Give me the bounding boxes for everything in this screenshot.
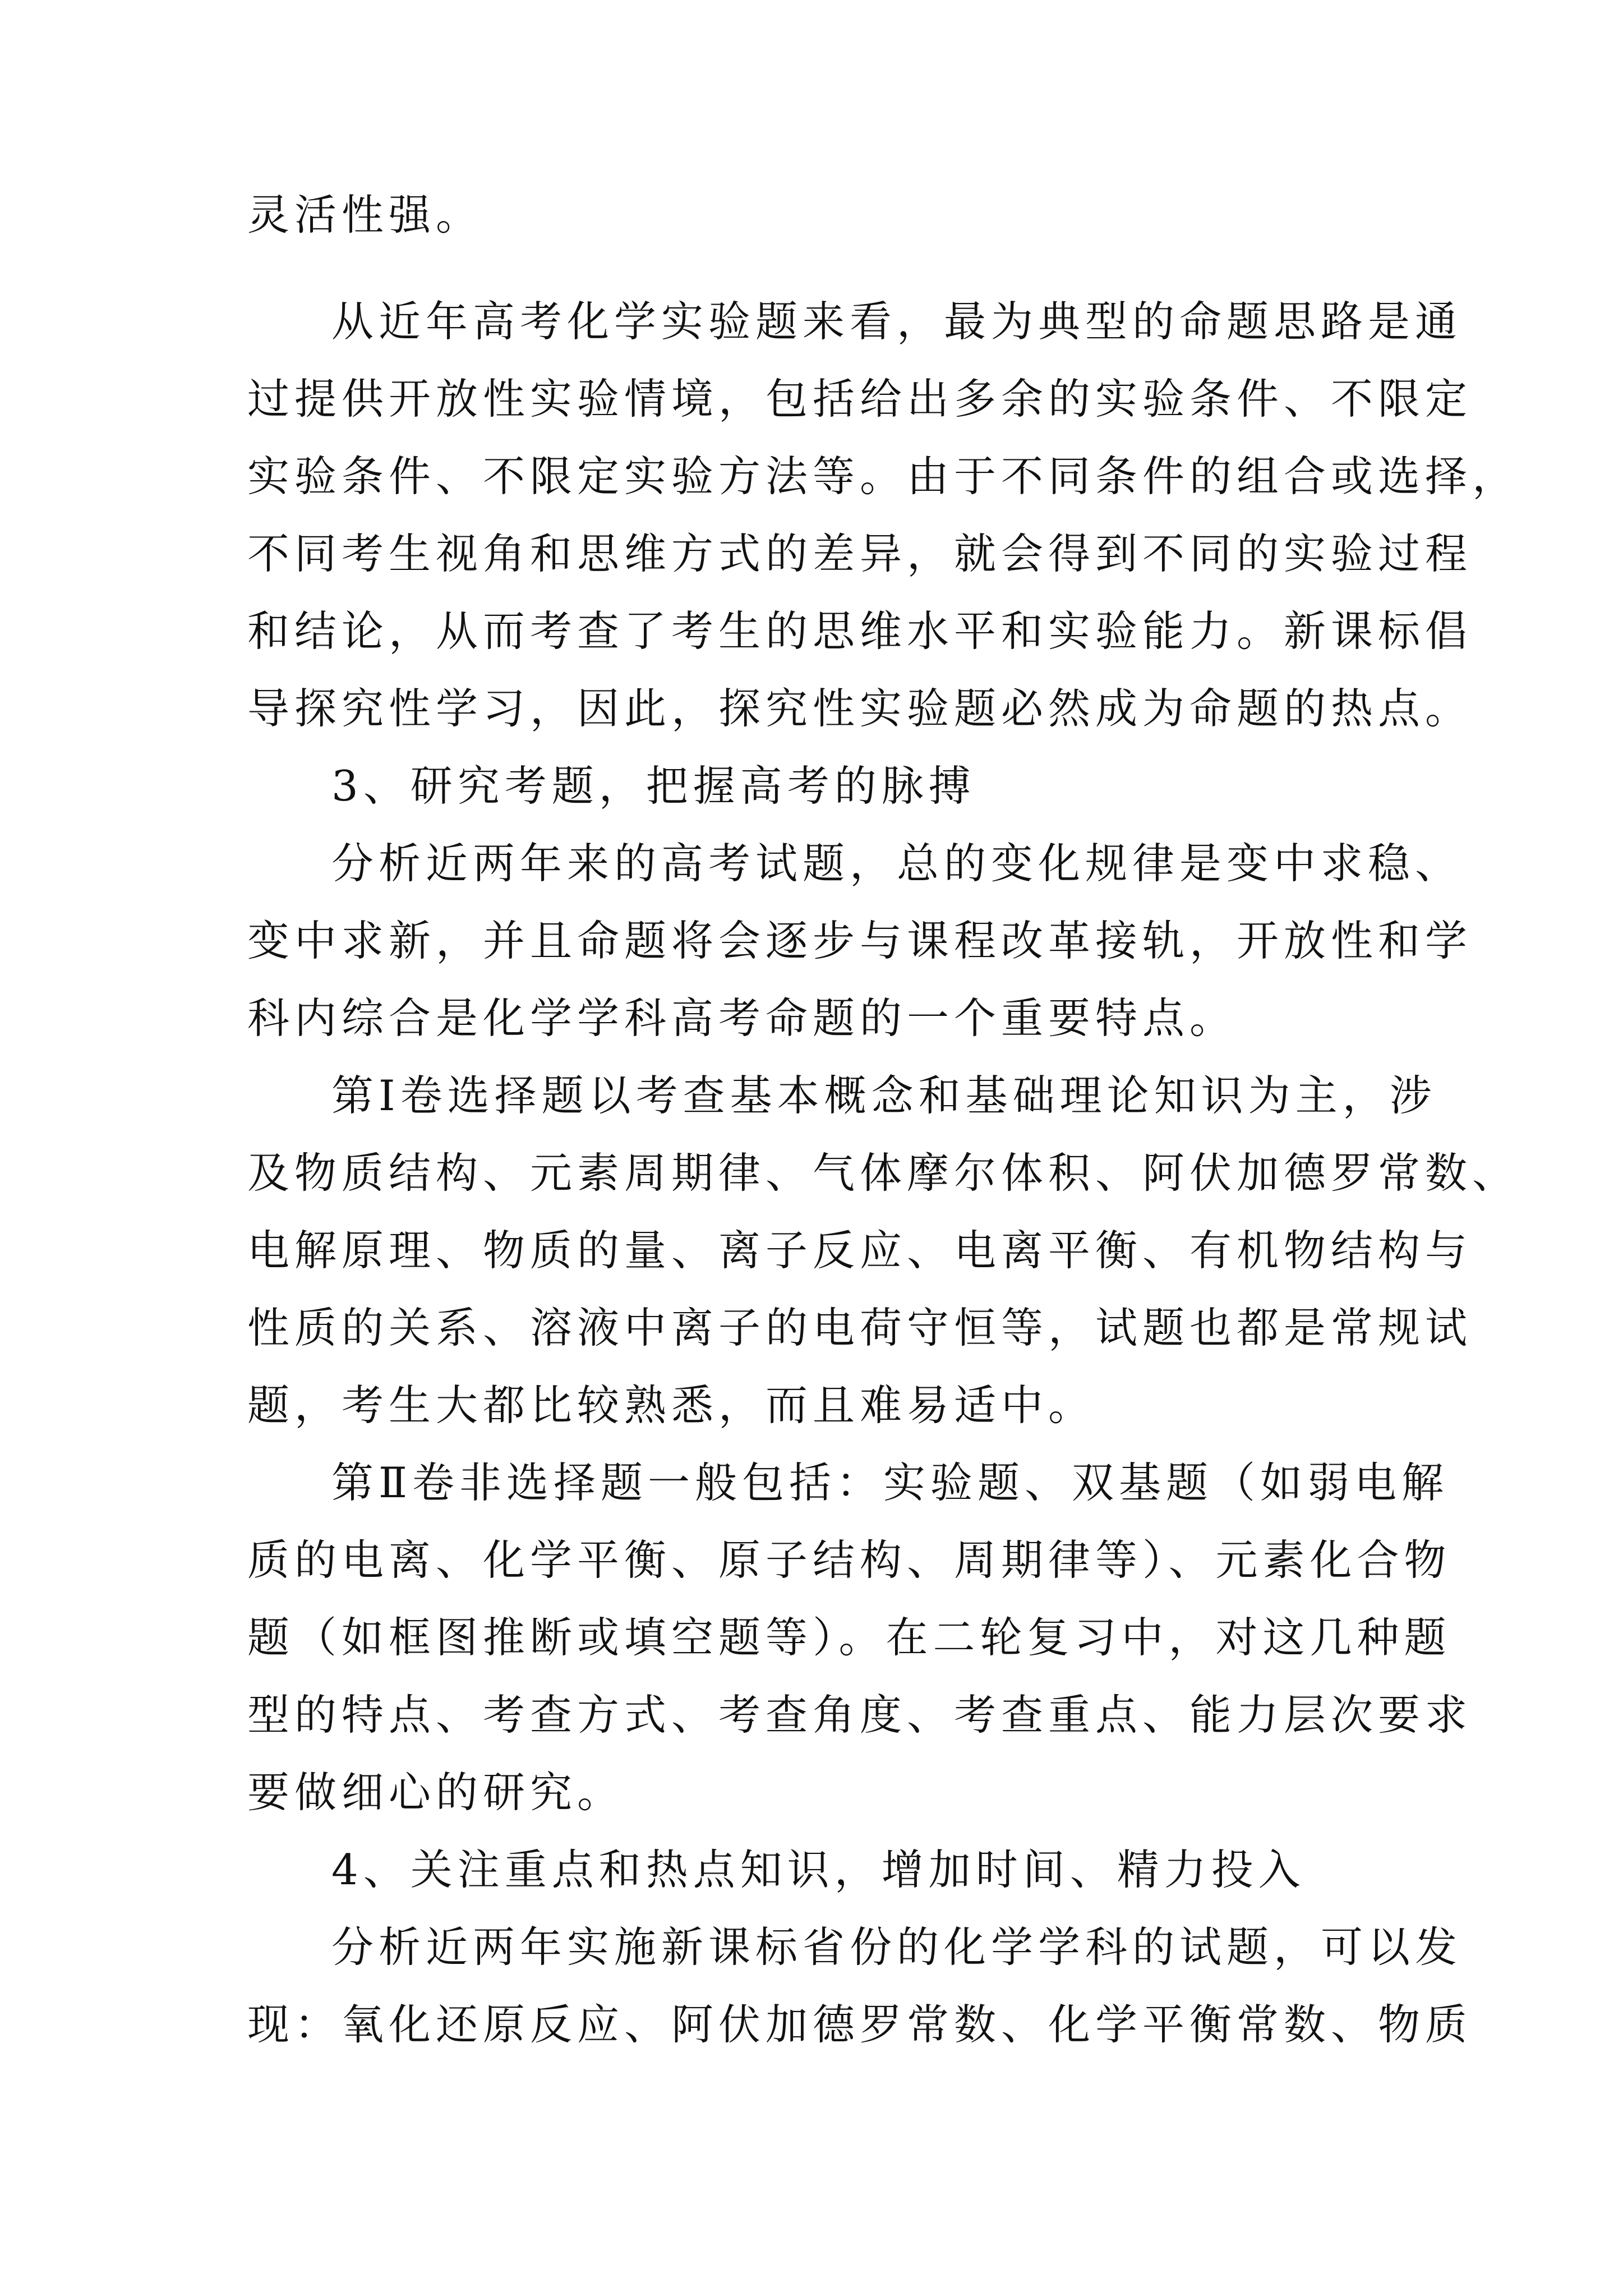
- text-line: 科内综合是化学学科高考命题的一个重要特点。: [247, 993, 1237, 1043]
- paragraph-first-line: 第Ⅱ卷非选择题一般包括：实验题、双基题（如弱电解: [331, 1458, 1449, 1507]
- text-line: 不同考生视角和思维方式的差异，就会得到不同的实验过程: [247, 529, 1473, 578]
- section-heading: 3、研究考题，把握高考的脉搏: [331, 761, 976, 811]
- text-line: 变中求新，并且命题将会逐步与课程改革接轨，开放性和学: [247, 916, 1473, 965]
- text-line: 题，考生大都比较熟悉，而且难易适中。: [247, 1381, 1096, 1430]
- paragraph-first-line: 从近年高考化学实验题来看，最为典型的命题思路是通: [331, 297, 1463, 346]
- text-line: 导探究性学习，因此，探究性实验题必然成为命题的热点。: [247, 684, 1473, 733]
- text-line: 和结论，从而考查了考生的思维水平和实验能力。新课标倡: [247, 606, 1473, 656]
- text-line: 要做细心的研究。: [247, 1768, 625, 1817]
- text-line: 型的特点、考查方式、考查角度、考查重点、能力层次要求: [247, 1690, 1473, 1740]
- section-heading: 4、关注重点和热点知识，增加时间、精力投入: [331, 1845, 1306, 1894]
- text-line: 电解原理、物质的量、离子反应、电离平衡、有机物结构与: [247, 1226, 1473, 1275]
- text-line: 灵活性强。: [247, 190, 483, 240]
- paragraph-first-line: 分析近两年来的高考试题，总的变化规律是变中求稳、: [331, 839, 1463, 888]
- paragraph-first-line: 分析近两年实施新课标省份的化学学科的试题，可以发: [331, 1922, 1463, 1972]
- text-line: 及物质结构、元素周期律、气体摩尔体积、阿伏加德罗常数、: [247, 1148, 1520, 1198]
- text-line: 题（如框图推断或填空题等）。在二轮复习中，对这几种题: [247, 1613, 1451, 1662]
- text-line: 现：氧化还原反应、阿伏加德罗常数、化学平衡常数、物质: [247, 2000, 1473, 2049]
- text-line: 实验条件、不限定实验方法等。由于不同条件的组合或选择，: [247, 452, 1520, 501]
- text-line: 性质的关系、溶液中离子的电荷守恒等，试题也都是常规试: [247, 1303, 1473, 1352]
- text-line: 质的电离、化学平衡、原子结构、周期律等）、元素化合物: [247, 1535, 1451, 1585]
- paragraph-first-line: 第Ⅰ卷选择题以考查基本概念和基础理论知识为主，涉: [331, 1071, 1437, 1120]
- text-line: 过提供开放性实验情境，包括给出多余的实验条件、不限定: [247, 374, 1473, 424]
